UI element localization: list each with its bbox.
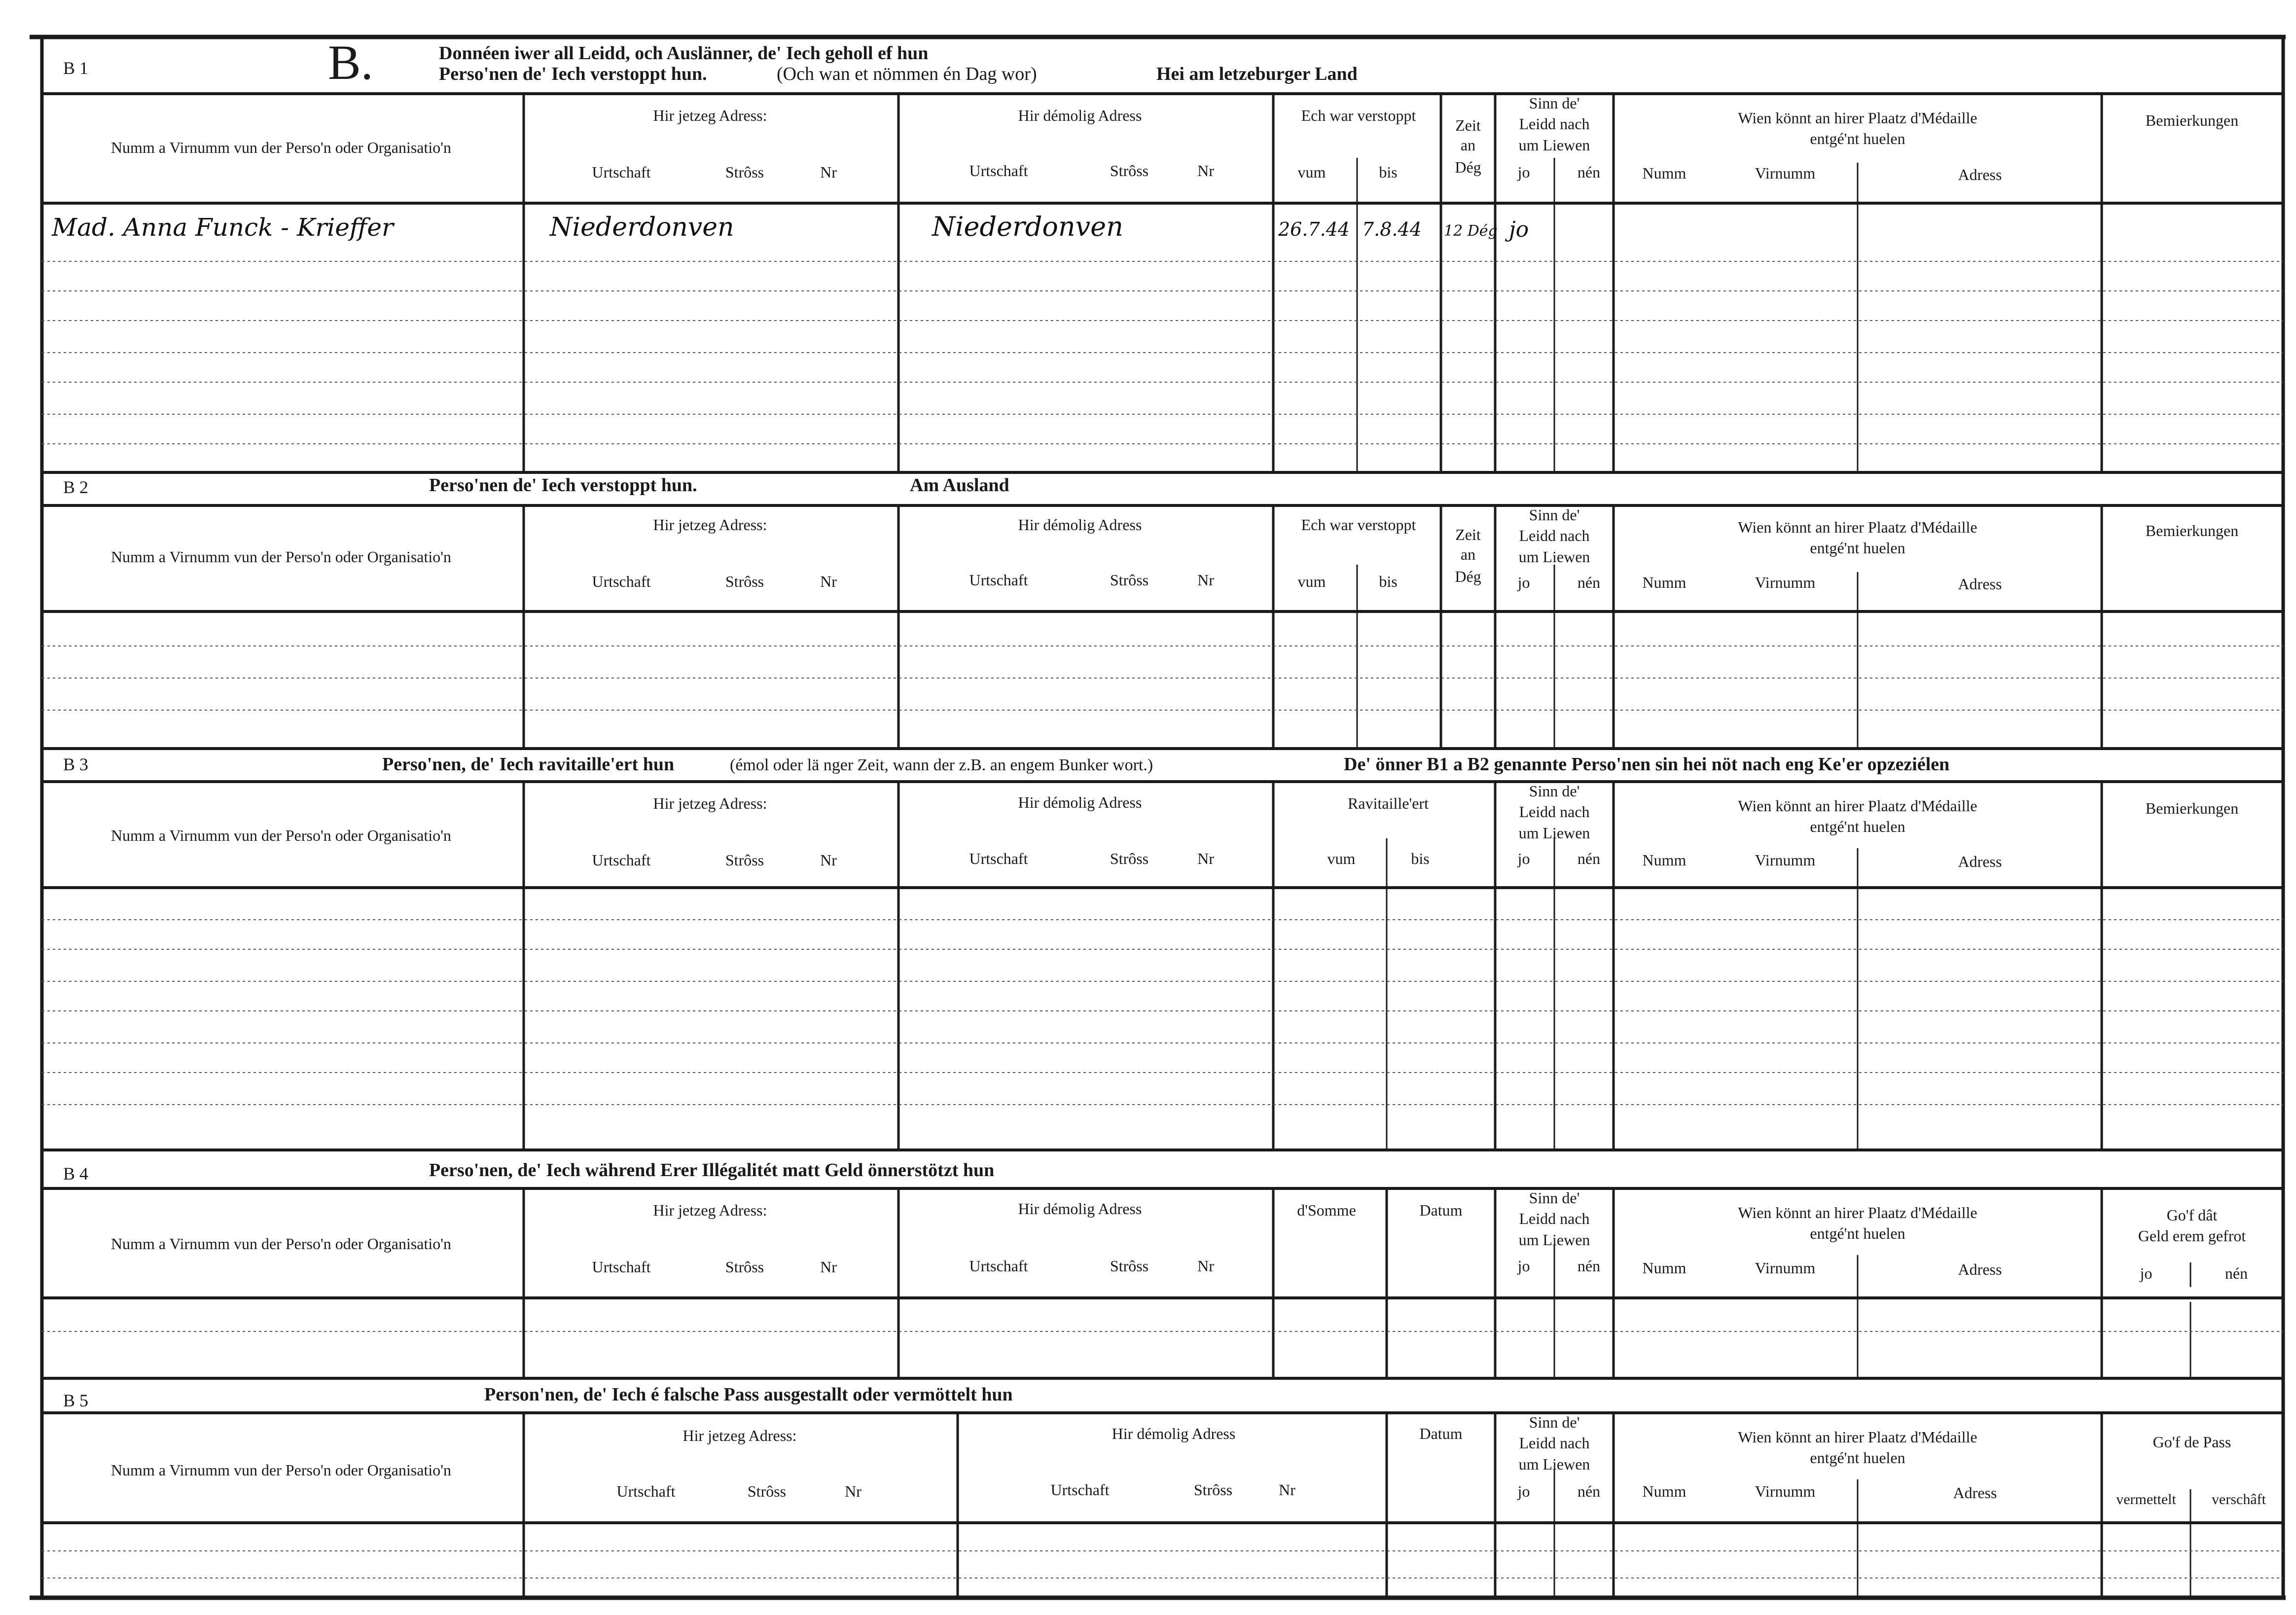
section-b4 [42,1160,2283,1378]
section-title: Am Ausland [910,475,1009,496]
sub-yes: jo [1517,850,1530,867]
entry-former-place: Niederdonven [932,211,1123,242]
sub-name: Numm [1642,574,1686,591]
section-title: Perso'nen de' Iech verstoppt hun. [429,475,697,496]
sub-first-name: Virnumm [1755,574,1816,591]
sub-no: nén [1577,163,1601,181]
header-money-back: Geld erem gefrot [2138,1227,2246,1245]
section-title-line2b: (Och wan et nömmen én Dag wor) [777,64,1037,84]
sub-nr: Nr [1197,571,1214,589]
sub-first-name: Virnumm [1755,851,1816,869]
header-medal: Wien könnt an hirer Plaatz d'Médaille [1738,109,1977,127]
entry-to: 7.8.44 [1362,218,1422,240]
header-medal: Wien könnt an hirer Plaatz d'Médaille [1738,1428,1977,1446]
header-supplied: Ravitaille'ert [1348,794,1429,812]
header-time: an [1460,545,1476,563]
sub-from: vum [1297,163,1326,181]
header-pass: Go'f de Pass [2152,1433,2231,1451]
header-suffered: um Liewen [1518,824,1590,842]
form-frame [30,37,2286,1598]
sub-name: Numm [1642,851,1686,869]
header-hidden: Ech war verstoppt [1301,516,1416,534]
sub-from: vum [1327,850,1356,867]
sub-from: vum [1297,573,1326,590]
sub-street: Strôss [1110,1257,1149,1275]
section-code: B 5 [63,1391,89,1410]
header-medal: entgé'nt huelen [1810,1449,1905,1467]
sub-address: Adress [1958,1260,2002,1278]
sub-place: Urtschaft [592,1258,651,1276]
header-medal: entgé'nt huelen [1810,1224,1905,1242]
entry-current-place: Niederdonven [550,213,734,242]
header-former-address: Hir démolig Adress [1018,1200,1142,1218]
header-medal: Wien könnt an hirer Plaatz d'Médaille [1738,1204,1977,1221]
section-title-line1: Donnéen iwer all Leidd, och Auslänner, de' Iech geholl ef hun [439,43,929,64]
sub-to: bis [1379,573,1398,590]
sub-no: nén [1577,1482,1601,1500]
entry-name: Mad. Anna Funck - Krieffer [52,213,394,242]
section-b5 [42,1384,2283,1598]
header-medal: entgé'nt huelen [1810,539,1905,557]
header-current-address: Hir jetzeg Adress: [653,107,767,124]
header-remarks: Bemierkungen [2145,522,2239,539]
sub-nr: Nr [1279,1481,1295,1499]
sub-no: nén [2224,1264,2248,1282]
header-sum: d'Somme [1297,1201,1356,1219]
header-suffered: Leidd nach [1519,527,1590,544]
sub-nr: Nr [820,851,837,869]
header-suffered: um Liewen [1518,136,1590,154]
sub-street: Strôss [725,573,764,590]
header-suffered: Leidd nach [1519,1210,1590,1227]
sub-street: Strôss [747,1482,787,1500]
header-suffered: um Liewen [1518,548,1590,566]
sub-nr: Nr [1197,850,1214,867]
header-hidden: Ech war verstoppt [1301,107,1416,124]
header-name: Numm a Virnumm vun der Perso'n oder Organisatio'n [110,139,452,156]
sub-first-name: Virnumm [1755,1482,1816,1500]
sub-street: Strôss [1193,1481,1233,1499]
header-former-address: Hir démolig Adress [1112,1425,1236,1442]
section-title-line2c: Hei am letzeburger Land [1156,64,1358,84]
sub-nr: Nr [820,163,837,181]
header-current-address: Hir jetzeg Adress: [682,1427,797,1444]
header-name: Numm a Virnumm vun der Perso'n oder Organisatio'n [110,1461,452,1479]
sub-address: Adress [1958,166,2002,183]
header-name: Numm a Virnumm vun der Perso'n oder Organisatio'n [110,826,452,844]
section-code: B 1 [63,58,89,78]
sub-place: Urtschaft [969,571,1028,589]
sub-street: Strôss [1110,571,1149,589]
section-code: B 3 [63,754,89,774]
section-title: (émol oder lä nger Zeit, wann der z.B. an engem Bunker wort.) [730,756,1153,774]
header-suffered: Sinn de' [1529,1413,1580,1431]
header-date: Datum [1419,1201,1463,1219]
sub-place: Urtschaft [969,162,1028,179]
sub-yes: jo [1517,1257,1530,1275]
sub-nr: Nr [820,1258,837,1276]
sub-to: bis [1411,850,1430,867]
sub-mediated: vermettelt [2116,1491,2176,1507]
header-suffered: Sinn de' [1529,782,1580,800]
sub-yes: jo [1517,574,1530,591]
header-date: Datum [1419,1425,1463,1442]
sub-name: Numm [1642,1259,1686,1277]
sub-nr: Nr [1197,1257,1214,1275]
section-code: B 4 [63,1164,89,1184]
sub-nr: Nr [820,573,837,590]
sub-yes: jo [1517,1482,1530,1500]
section-b1 [42,35,2283,472]
section-b3 [42,754,2283,1150]
header-medal: Wien könnt an hirer Plaatz d'Médaille [1738,518,1977,536]
header-remarks: Bemierkungen [2145,799,2239,817]
header-former-address: Hir démolig Adress [1018,793,1142,811]
section-code: B 2 [63,477,89,497]
sub-street: Strôss [725,163,764,181]
header-suffered: Leidd nach [1519,803,1590,821]
header-money-back: Go'f dât [2166,1206,2218,1224]
sub-first-name: Virnumm [1755,1259,1816,1277]
sub-no: nén [1577,850,1601,867]
entry-from: 26.7.44 [1278,218,1350,240]
sub-street: Strôss [1110,850,1149,867]
header-suffered: Leidd nach [1519,115,1590,133]
header-time: Zeit [1455,526,1481,543]
sub-first-name: Virnumm [1755,164,1816,182]
section-title: Perso'nen, de' Iech ravitaille'ert hun [382,754,675,775]
sub-name: Numm [1642,164,1686,182]
sub-no: nén [1577,574,1601,591]
header-name: Numm a Virnumm vun der Perso'n oder Organisatio'n [110,1235,452,1253]
sub-place: Urtschaft [969,850,1028,867]
sub-street: Strôss [725,851,764,869]
sub-place: Urtschaft [1050,1481,1110,1499]
header-time: Dég [1455,568,1481,585]
section-title: De' önner B1 a B2 genannte Perso'nen sin hei nöt nach eng Ke'er opzeziélen [1344,754,1950,775]
sub-yes: jo [1517,163,1530,181]
sub-nr: Nr [1197,162,1214,179]
sub-place: Urtschaft [592,163,651,181]
sub-street: Strôss [725,1258,764,1276]
sub-place: Urtschaft [592,851,651,869]
sub-yes: jo [2140,1264,2152,1282]
sub-place: Urtschaft [592,573,651,590]
header-suffered: Sinn de' [1529,1189,1580,1207]
sub-issued: verschâft [2212,1491,2266,1507]
header-name: Numm a Virnumm vun der Perso'n oder Organisatio'n [110,548,452,566]
sub-to: bis [1379,163,1398,181]
header-time: Zeit [1455,116,1481,134]
header-medal: entgé'nt huelen [1810,130,1905,147]
header-current-address: Hir jetzeg Adress: [653,1201,767,1219]
header-former-address: Hir démolig Adress [1018,107,1142,124]
header-current-address: Hir jetzeg Adress: [653,516,767,534]
header-suffered: Leidd nach [1519,1434,1590,1452]
sub-address: Adress [1958,853,2002,870]
sub-address: Adress [1953,1484,1997,1502]
sub-nr: Nr [845,1482,861,1500]
sub-name: Numm [1642,1482,1686,1500]
header-medal: entgé'nt huelen [1810,818,1905,835]
header-suffered: um Liewen [1518,1231,1590,1249]
sub-street: Strôss [1110,162,1149,179]
section-title: Person'nen, de' Iech é falsche Pass ausgestallt oder vermöttelt hun [484,1384,1013,1405]
section-title: Perso'nen, de' Iech während Erer Illégalitét matt Geld önnerstötzt hun [429,1160,995,1181]
header-suffered: Sinn de' [1529,94,1580,112]
entry-alive: jo [1509,217,1529,242]
sub-address: Adress [1958,575,2002,593]
section-b2 [42,475,2283,749]
header-current-address: Hir jetzeg Adress: [653,794,767,812]
sub-place: Urtschaft [616,1482,676,1500]
section-title-line2a: Perso'nen de' Iech verstoppt hun. [439,64,707,84]
entry-days: 12 Dég [1444,222,1498,240]
form-letter: B. [328,35,373,90]
header-time: an [1460,136,1476,154]
header-suffered: Sinn de' [1529,506,1580,524]
sub-no: nén [1577,1257,1601,1275]
header-suffered: um Liewen [1518,1455,1590,1473]
header-former-address: Hir démolig Adress [1018,516,1142,534]
header-medal: Wien könnt an hirer Plaatz d'Médaille [1738,797,1977,815]
header-time: Dég [1455,158,1481,176]
header-remarks: Bemierkungen [2145,111,2239,129]
sub-place: Urtschaft [969,1257,1028,1275]
